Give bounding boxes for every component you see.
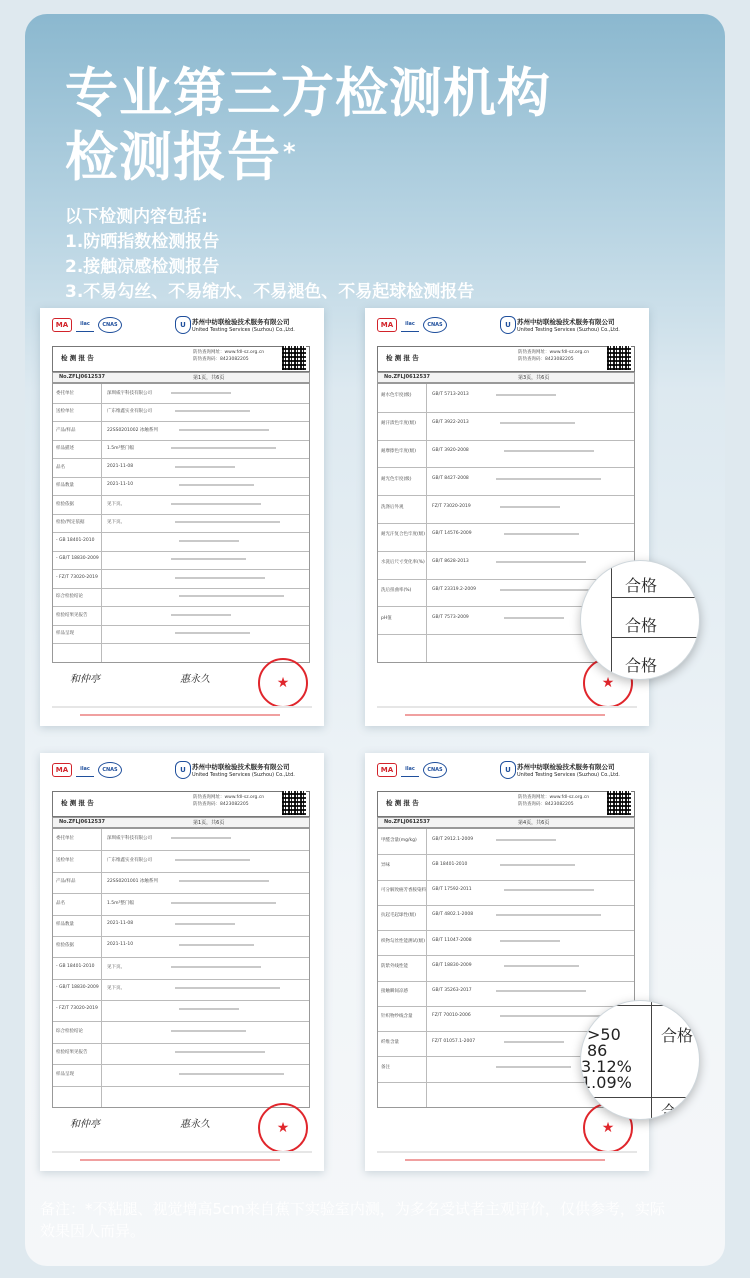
field-value: GB/T 18830-2009 bbox=[432, 963, 472, 968]
field-value: GB/T 11047-2008 bbox=[432, 938, 472, 943]
field-label: 可分解致癌芳香胺染料 bbox=[381, 888, 426, 893]
field-label: 防紫外线性能 bbox=[381, 964, 408, 969]
field-value: FZ/T 01057.1-2007 bbox=[432, 1039, 476, 1044]
field-label: 检验依据 bbox=[56, 943, 74, 948]
table-row-line bbox=[53, 850, 309, 851]
text-line bbox=[504, 1041, 564, 1043]
text-line bbox=[504, 617, 564, 619]
field-label: 纤维含量 bbox=[381, 1040, 399, 1045]
field-value: 22SS0201001 冰触系列 bbox=[107, 879, 158, 884]
mag-pass-2: 合格 bbox=[625, 616, 658, 635]
footer-line bbox=[52, 706, 312, 708]
org-name-cn: 苏州中纺联检验技术服务有限公司 bbox=[192, 763, 290, 771]
text-line bbox=[171, 966, 261, 968]
test-items-list bbox=[65, 205, 474, 305]
field-value: 见下页。 bbox=[107, 965, 125, 970]
table-row-line bbox=[53, 915, 309, 916]
field-label: 样品数量 bbox=[56, 483, 74, 488]
text-line bbox=[500, 1015, 605, 1017]
test-items-intro: 以下检测内容包括: bbox=[65, 207, 208, 227]
table-col-line bbox=[101, 384, 102, 662]
field-label: - GB/T 18830-2009 bbox=[56, 985, 99, 990]
field-label: 检验/判定依据 bbox=[56, 520, 85, 525]
headline-asterisk: * bbox=[283, 138, 297, 166]
table-row-line bbox=[378, 981, 634, 982]
field-value: GB/T 2912.1-2009 bbox=[432, 837, 474, 842]
field-label: 委托单位 bbox=[56, 391, 74, 396]
table-row-line bbox=[53, 872, 309, 873]
mag-pass-1: 合格 bbox=[661, 1026, 694, 1045]
anti-fake-code: 防伪查询码：8423082205 bbox=[193, 357, 249, 362]
field-label: 委托单位 bbox=[56, 836, 74, 841]
text-line bbox=[175, 923, 235, 925]
table-row-line bbox=[53, 1086, 309, 1087]
report-number: No.ZFLJ0612537 bbox=[384, 819, 430, 825]
field-value: GB/T 8628-2013 bbox=[432, 559, 469, 564]
field-label: 洗后扭曲率(%) bbox=[381, 588, 412, 593]
anti-fake-url: 防伪查询网址：www.fdl-sz.org.cn bbox=[518, 350, 590, 355]
cnas-logo-icon: CNAS bbox=[98, 762, 122, 778]
field-value: 2021-11-10 bbox=[107, 942, 134, 947]
field-label: 品名 bbox=[56, 901, 65, 906]
page-indicator: 第3页，共6页 bbox=[518, 375, 550, 381]
table-row-line bbox=[378, 930, 634, 931]
field-value: GB/T 23319.2-2009 bbox=[432, 587, 476, 592]
uts-logo-icon: U bbox=[500, 316, 516, 334]
text-line bbox=[500, 506, 560, 508]
field-label: - FZ/T 73020-2019 bbox=[56, 575, 98, 580]
text-line bbox=[171, 837, 231, 839]
text-line bbox=[171, 558, 246, 560]
anti-fake-url: 防伪查询网址：www.fdl-sz.org.cn bbox=[193, 350, 265, 355]
signature-reviewer: 惠永久 bbox=[180, 1119, 210, 1130]
table-row-line bbox=[378, 440, 634, 441]
field-label: 检验结果见报告 bbox=[56, 613, 88, 618]
page-indicator: 第4页，共6页 bbox=[518, 820, 550, 826]
field-value: GB/T 5713-2013 bbox=[432, 392, 469, 397]
table-row-line bbox=[378, 905, 634, 906]
field-value: 22SS0201002 冰触系列 bbox=[107, 428, 158, 433]
text-line bbox=[175, 466, 235, 468]
text-line bbox=[179, 1073, 284, 1075]
signature-approver: 和仲亭 bbox=[70, 1119, 100, 1130]
table-row-line bbox=[53, 625, 309, 626]
field-label: 样品描述 bbox=[56, 446, 74, 451]
report-label: 检 测 报 告 bbox=[61, 799, 94, 807]
test-item-2: 2.接触凉感检测报告 bbox=[65, 257, 220, 277]
text-line bbox=[171, 1030, 246, 1032]
table-row-line bbox=[53, 532, 309, 533]
field-label: - GB/T 18830-2009 bbox=[56, 556, 99, 561]
field-label: 针织物纱线含量 bbox=[381, 1014, 413, 1019]
org-name-cn: 苏州中纺联检验技术服务有限公司 bbox=[517, 318, 615, 326]
table-row-line bbox=[53, 421, 309, 422]
official-seal-stamp: ★ bbox=[258, 1103, 308, 1153]
field-label: 织物勾丝性能测试(级) bbox=[381, 939, 426, 944]
field-value: 1.5m²整门幅 bbox=[107, 446, 134, 451]
report-page-1 bbox=[40, 308, 324, 726]
text-line bbox=[175, 987, 280, 989]
report-label: 检 测 报 告 bbox=[386, 799, 419, 807]
mag-row-line bbox=[581, 1097, 699, 1098]
text-line bbox=[175, 632, 250, 634]
field-value: 广东维鑫实业有限公司 bbox=[107, 858, 152, 863]
text-line bbox=[500, 864, 575, 866]
qr-code-icon bbox=[282, 791, 306, 815]
text-line bbox=[500, 422, 575, 424]
text-line bbox=[496, 914, 601, 916]
mag-value-2: 86 bbox=[587, 1041, 608, 1060]
mag-pass-1: 合格 bbox=[625, 576, 658, 595]
field-label: 样品数量 bbox=[56, 922, 74, 927]
cnas-logo-icon: CNAS bbox=[98, 317, 122, 333]
report-number: No.ZFLJ0612537 bbox=[59, 819, 105, 825]
ilac-logo-icon: ilac bbox=[401, 318, 419, 332]
footer-line-red bbox=[80, 1159, 280, 1161]
table-row-line bbox=[378, 523, 634, 524]
headline-line-1: 专业第三方检测机构 bbox=[65, 63, 551, 124]
field-value: 深圳威宇科技有限公司 bbox=[107, 836, 152, 841]
table-row-line bbox=[53, 643, 309, 644]
table-row-line bbox=[53, 551, 309, 552]
text-line bbox=[175, 859, 250, 861]
qr-code-icon bbox=[607, 346, 631, 370]
field-label: 耐摩擦色牢度(级) bbox=[381, 449, 417, 454]
field-value: FZ/T 73020-2019 bbox=[432, 504, 471, 509]
report-page-1-variant bbox=[40, 753, 324, 1171]
text-line bbox=[179, 1008, 239, 1010]
field-label: 送检单位 bbox=[56, 858, 74, 863]
table-row-line bbox=[378, 955, 634, 956]
table-row-line bbox=[53, 606, 309, 607]
qr-code-icon bbox=[282, 346, 306, 370]
report-title-box bbox=[52, 791, 310, 817]
field-label: 样品呈现 bbox=[56, 1072, 74, 1077]
org-name-cn: 苏州中纺联检验技术服务有限公司 bbox=[517, 763, 615, 771]
footer-line bbox=[377, 1151, 637, 1153]
field-label: - GB 18401-2010 bbox=[56, 538, 95, 543]
report-number-row bbox=[52, 817, 310, 828]
headline-line-2 bbox=[65, 128, 297, 188]
text-line bbox=[179, 944, 254, 946]
field-value: FZ/T 70010-2006 bbox=[432, 1013, 471, 1018]
field-value: GB/T 35263-2017 bbox=[432, 988, 472, 993]
mag-row-line bbox=[581, 1005, 699, 1006]
field-value: GB/T 17592-2011 bbox=[432, 887, 472, 892]
anti-fake-url: 防伪查询网址：www.fdl-sz.org.cn bbox=[193, 795, 265, 800]
field-label: 样品呈现 bbox=[56, 631, 74, 636]
report-label: 检 测 报 告 bbox=[61, 354, 94, 362]
report-number: No.ZFLJ0612537 bbox=[59, 374, 105, 380]
report-number-row bbox=[377, 817, 635, 828]
org-name-en: United Testing Services (Suzhou) Co.,Ltd. bbox=[517, 327, 620, 333]
field-label: 异味 bbox=[381, 863, 390, 868]
text-line bbox=[179, 484, 254, 486]
mag-value-4: 1.09% bbox=[581, 1073, 632, 1092]
table-row-line bbox=[378, 1006, 634, 1007]
text-line bbox=[175, 410, 250, 412]
field-label: 检验结果见报告 bbox=[56, 1050, 88, 1055]
text-line bbox=[496, 394, 556, 396]
report-header bbox=[40, 308, 324, 340]
field-label: 抗起毛起球性(级) bbox=[381, 913, 417, 918]
text-line bbox=[171, 447, 276, 449]
cma-logo-icon: MA bbox=[377, 318, 397, 332]
text-line bbox=[496, 478, 601, 480]
text-line bbox=[496, 839, 556, 841]
org-name-cn: 苏州中纺联检验技术服务有限公司 bbox=[192, 318, 290, 326]
field-label: 甲醛含量(mg/kg) bbox=[381, 838, 417, 843]
magnifier-values bbox=[580, 1000, 700, 1120]
table-row-line bbox=[53, 979, 309, 980]
org-name-en: United Testing Services (Suzhou) Co.,Ltd. bbox=[517, 772, 620, 778]
text-line bbox=[175, 521, 280, 523]
report-number-row bbox=[377, 372, 635, 383]
field-value: 见下页。 bbox=[107, 520, 125, 525]
field-label: 耐水色牢度(级) bbox=[381, 393, 412, 398]
field-label: 耐汗渍色牢度(级) bbox=[381, 421, 417, 426]
signature-reviewer: 惠永久 bbox=[180, 674, 210, 685]
anti-fake-code: 防伪查询码：8423082205 bbox=[193, 802, 249, 807]
table-row-line bbox=[53, 514, 309, 515]
anti-fake-url: 防伪查询网址：www.fdl-sz.org.cn bbox=[518, 795, 590, 800]
text-line bbox=[500, 940, 560, 942]
disclaimer-note: 备注：*不粘腿、视觉增高5cm来自蕉下实验室内测，为多名受试者主观评价，仅供参考，实际效果因人而异。 bbox=[40, 1200, 665, 1240]
report-header bbox=[365, 308, 649, 340]
magnifier-pass-results bbox=[580, 560, 700, 680]
field-value: 2021-11-08 bbox=[107, 464, 134, 469]
table-row-line bbox=[378, 495, 634, 496]
report-number: No.ZFLJ0612537 bbox=[384, 374, 430, 380]
mag-divider bbox=[651, 1001, 652, 1119]
footer-line-red bbox=[80, 714, 280, 716]
cma-logo-icon: MA bbox=[52, 763, 72, 777]
cma-logo-icon: MA bbox=[377, 763, 397, 777]
table-row-line bbox=[53, 957, 309, 958]
field-label: 产品/样品 bbox=[56, 428, 76, 433]
mag-pass-2: 合格 bbox=[661, 1102, 694, 1120]
mag-divider bbox=[611, 561, 612, 679]
table-row-line bbox=[378, 880, 634, 881]
field-value: 见下页。 bbox=[107, 986, 125, 991]
field-label: 综合检验结论 bbox=[56, 1029, 83, 1034]
uts-logo-icon: U bbox=[175, 316, 191, 334]
field-label: 耐光汗复合色牢度(级) bbox=[381, 532, 426, 537]
table-row-line bbox=[53, 458, 309, 459]
text-line bbox=[496, 1066, 571, 1068]
page-indicator: 第1页，共6页 bbox=[193, 375, 225, 381]
field-value: GB/T 7573-2009 bbox=[432, 615, 469, 620]
text-line bbox=[171, 614, 231, 616]
field-label: pH值 bbox=[381, 616, 392, 621]
field-label: 接触瞬间凉感 bbox=[381, 989, 408, 994]
ilac-logo-icon: ilac bbox=[76, 763, 94, 777]
table-row-line bbox=[53, 1000, 309, 1001]
mag-pass-3: 合格 bbox=[625, 656, 658, 675]
signature-approver: 和仲亭 bbox=[70, 674, 100, 685]
field-value: 广东维鑫实业有限公司 bbox=[107, 409, 152, 414]
table-col-line bbox=[101, 829, 102, 1107]
text-line bbox=[171, 503, 261, 505]
footer-line bbox=[52, 1151, 312, 1153]
test-item-1: 1.防晒指数检测报告 bbox=[65, 232, 220, 252]
cnas-logo-icon: CNAS bbox=[423, 762, 447, 778]
table-row-line bbox=[53, 893, 309, 894]
field-label: 耐光色牢度(级) bbox=[381, 477, 412, 482]
field-value: 深圳威宇科技有限公司 bbox=[107, 391, 152, 396]
report-title-box bbox=[52, 346, 310, 372]
field-label: - GB 18401-2010 bbox=[56, 964, 95, 969]
table-row-line bbox=[378, 412, 634, 413]
text-line bbox=[496, 561, 586, 563]
field-label: 备注 bbox=[381, 1065, 390, 1070]
mag-value-3: 3.12% bbox=[581, 1057, 632, 1076]
text-line bbox=[179, 880, 269, 882]
table-row-line bbox=[53, 477, 309, 478]
table-row-line bbox=[53, 495, 309, 496]
text-line bbox=[179, 595, 284, 597]
text-line bbox=[496, 990, 586, 992]
field-label: 洗涤后外观 bbox=[381, 505, 404, 510]
footer-line bbox=[377, 706, 637, 708]
field-label: 水洗后尺寸变化率(%) bbox=[381, 560, 425, 565]
field-value: GB/T 4802.1-2008 bbox=[432, 912, 474, 917]
table-row-line bbox=[53, 588, 309, 589]
field-value: GB 18401-2010 bbox=[432, 862, 468, 867]
footer-line-red bbox=[405, 1159, 605, 1161]
field-value: 1.5m²整门幅 bbox=[107, 901, 134, 906]
headline-line-2-text: 检测报告 bbox=[65, 127, 281, 188]
report-header bbox=[365, 753, 649, 785]
page-indicator: 第1页，共6页 bbox=[193, 820, 225, 826]
mag-row-line bbox=[611, 597, 700, 598]
official-seal-stamp: ★ bbox=[583, 658, 633, 708]
field-label: 送检单位 bbox=[56, 409, 74, 414]
report-title-box bbox=[377, 791, 635, 817]
field-value: GB/T 8427-2008 bbox=[432, 476, 469, 481]
table-row-line bbox=[53, 1064, 309, 1065]
text-line bbox=[504, 450, 594, 452]
official-seal-stamp: ★ bbox=[258, 658, 308, 708]
text-line bbox=[171, 392, 231, 394]
table-row-line bbox=[378, 551, 634, 552]
footer-line-red bbox=[405, 714, 605, 716]
field-value: GB/T 14576-2009 bbox=[432, 531, 472, 536]
text-line bbox=[504, 965, 579, 967]
table-col-line bbox=[426, 829, 427, 1107]
uts-logo-icon: U bbox=[175, 761, 191, 779]
anti-fake-code: 防伪查询码：8423082205 bbox=[518, 357, 574, 362]
field-value: GB/T 3920-2008 bbox=[432, 448, 469, 453]
report-number-row bbox=[52, 372, 310, 383]
text-line bbox=[504, 889, 594, 891]
cma-logo-icon: MA bbox=[52, 318, 72, 332]
test-item-3: 3.不易勾丝、不易缩水、不易褪色、不易起球检测报告 bbox=[65, 282, 475, 302]
field-value: 2021-11-08 bbox=[107, 921, 134, 926]
report-label: 检 测 报 告 bbox=[386, 354, 419, 362]
text-line bbox=[179, 540, 239, 542]
report-table bbox=[52, 383, 310, 663]
field-label: - FZ/T 73020-2019 bbox=[56, 1006, 98, 1011]
anti-fake-code: 防伪查询码：8423082205 bbox=[518, 802, 574, 807]
org-name-en: United Testing Services (Suzhou) Co.,Ltd. bbox=[192, 327, 295, 333]
ilac-logo-icon: ilac bbox=[401, 763, 419, 777]
text-line bbox=[504, 533, 579, 535]
org-name-en: United Testing Services (Suzhou) Co.,Ltd. bbox=[192, 772, 295, 778]
text-line bbox=[179, 429, 269, 431]
table-row-line bbox=[378, 854, 634, 855]
text-line bbox=[171, 902, 276, 904]
field-label: 检验依据 bbox=[56, 502, 74, 507]
cnas-logo-icon: CNAS bbox=[423, 317, 447, 333]
text-line bbox=[175, 1051, 265, 1053]
ilac-logo-icon: ilac bbox=[76, 318, 94, 332]
table-row-line bbox=[53, 440, 309, 441]
field-value: GB/T 3922-2013 bbox=[432, 420, 469, 425]
field-value: 见下页。 bbox=[107, 502, 125, 507]
table-row-line bbox=[53, 936, 309, 937]
report-table bbox=[52, 828, 310, 1108]
table-row-line bbox=[53, 403, 309, 404]
official-seal-stamp: ★ bbox=[583, 1103, 633, 1153]
table-row-line bbox=[53, 1021, 309, 1022]
mag-value-1: >50 bbox=[587, 1025, 621, 1044]
field-label: 综合检验结论 bbox=[56, 594, 83, 599]
table-row-line bbox=[53, 569, 309, 570]
text-line bbox=[175, 577, 265, 579]
report-title-box bbox=[377, 346, 635, 372]
field-value: 2021-11-10 bbox=[107, 482, 134, 487]
field-label: 品名 bbox=[56, 465, 65, 470]
report-header bbox=[40, 753, 324, 785]
table-row-line bbox=[53, 1043, 309, 1044]
field-label: 产品/样品 bbox=[56, 879, 76, 884]
mag-row-line bbox=[611, 637, 700, 638]
uts-logo-icon: U bbox=[500, 761, 516, 779]
table-row-line bbox=[378, 467, 634, 468]
qr-code-icon bbox=[607, 791, 631, 815]
